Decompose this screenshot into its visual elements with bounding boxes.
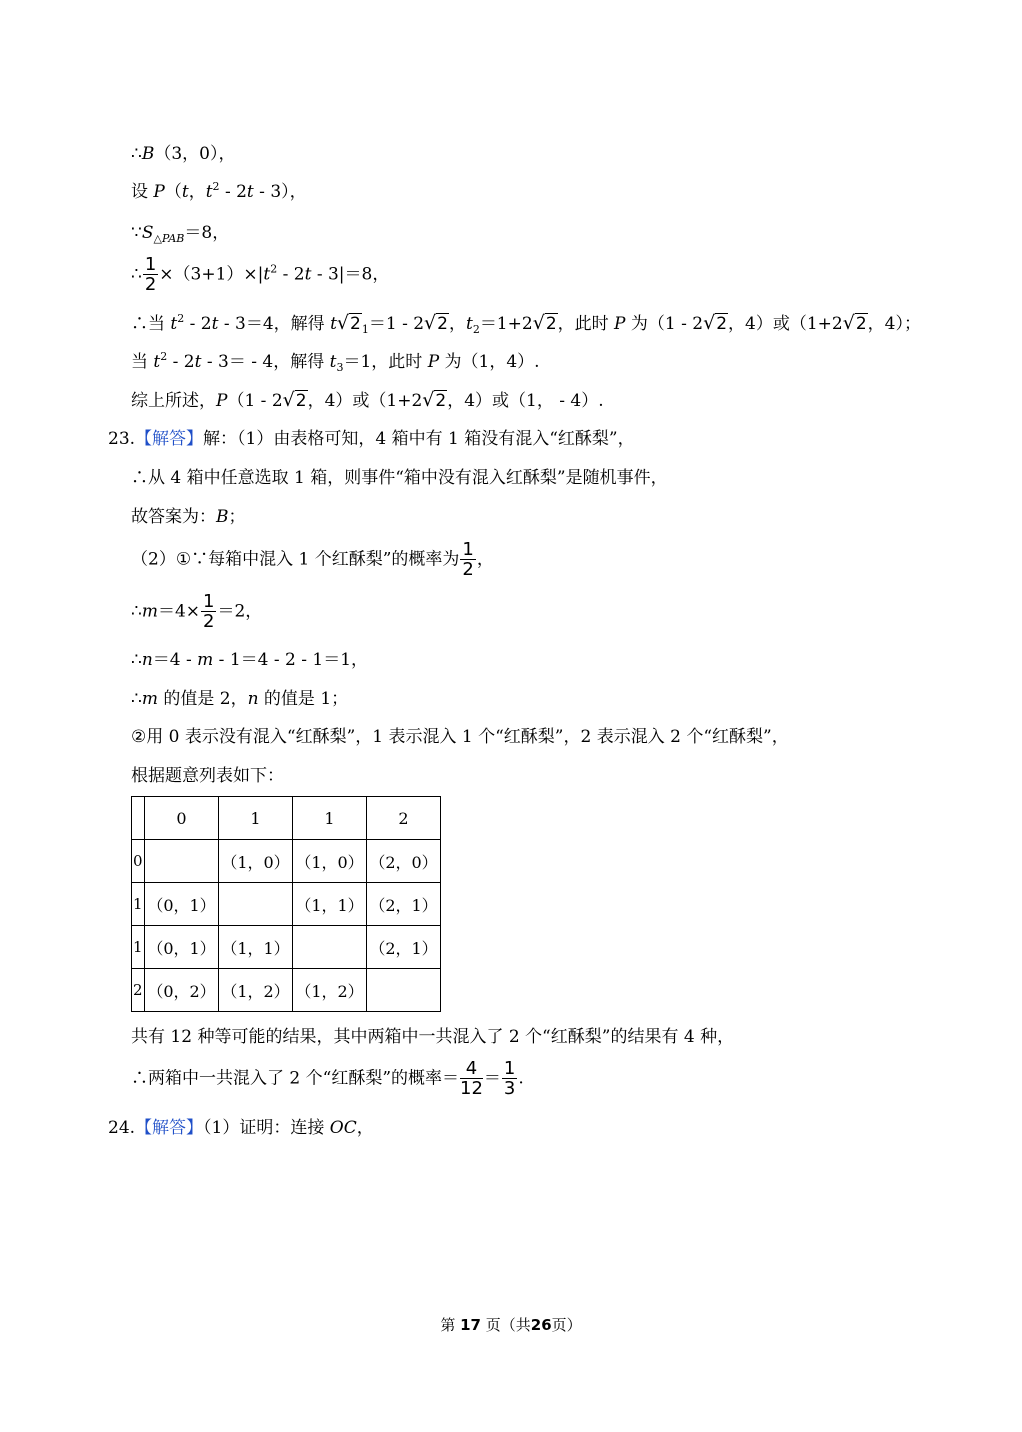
table-header-row: 0 1 1 2: [132, 797, 441, 840]
line-m-value: ∴m＝4× $\frac{1}{2}$ ＝2，: [131, 591, 263, 632]
line-mn-summary: ∴m 的值是 2，n 的值是 1；: [131, 689, 349, 709]
line-b-coord: ∴B（3，0），: [131, 144, 236, 164]
line-case-minus-four: 当 $t^2 - 2t - 3= - 4$，解得 $t_3=1$，此时 P 为（1，4）.: [131, 350, 540, 374]
fraction: $\frac{1}{2}$: [144, 254, 157, 295]
sqrt: √2: [424, 312, 448, 334]
table-row: 0 （1，0） （1，0） （2，0）: [132, 840, 441, 883]
line-area-equation: ∴ $\frac{1}{2}$ $\times(3+1)\times|t^2 - 2t - 3|=8$，: [131, 254, 390, 295]
fraction: $\frac{1}{2}$: [462, 539, 474, 580]
fraction: $\frac{4}{12}$: [460, 1058, 483, 1099]
table-row: 1 （0，1） （1，1） （2，1）: [132, 926, 441, 969]
line-part-2: （2）①∵每箱中混入 1 个红酥梨”的概率为 $\frac{1}{2}$ ，: [131, 539, 494, 580]
line-area-condition: $\because S_{\triangle PAB}=8$，: [131, 223, 230, 245]
question-24-heading: 24.【解答】（1）证明：连接 OC，: [108, 1118, 374, 1138]
question-23-heading: 23.【解答】解：（1）由表格可知，4 箱中有 1 箱没有混入“红酥梨”，: [108, 429, 635, 449]
line-case-four: ∴当 $t^2 - 2t - 3=4$，解得 $t√2_1=1 - 2√2$，$t_2=1+2√2$，此时 P 为（1 - 2√2，4）或（1+2√2，4）；: [131, 312, 921, 336]
line-table-intro: 根据题意列表如下：: [131, 766, 284, 786]
page-footer: 第 17 页（共26页）: [440, 1316, 582, 1334]
line-notation: ②用 0 表示没有混入“红酥梨”，1 表示混入 1 个“红酥梨”，2 表示混入 2 个“红酥梨”，: [131, 727, 789, 747]
line-random-event: ∴从 4 箱中任意选取 1 箱，则事件“箱中没有混入红酥梨”是随机事件，: [131, 468, 668, 488]
sqrt: √2: [336, 312, 361, 334]
fraction: $\frac{1}{2}$: [203, 591, 215, 632]
sqrt: √2: [842, 312, 867, 334]
sqrt: √2: [532, 312, 557, 334]
sqrt: √2: [282, 389, 307, 411]
table-row: 1 （0，1） （1，1） （2，1）: [132, 883, 441, 926]
answer-tag: 【解答】: [135, 1118, 204, 1138]
sqrt: √2: [422, 389, 447, 411]
fraction: $\frac{1}{3}$: [503, 1058, 516, 1099]
sqrt: √2: [703, 312, 728, 334]
total-page-number: 26: [530, 1316, 552, 1334]
line-n-value: ∴n＝4 - m - 1＝4 - 2 - 1＝1，: [131, 650, 369, 670]
answer-tag: 【解答】: [135, 429, 204, 449]
line-probability: ∴两箱中一共混入了 2 个“红酥梨”的概率＝ $\frac{4}{12}$ ＝ $\frac{1}{3}$ .: [131, 1058, 524, 1099]
line-conclusion: 综上所述，P（1 - 2√2，4）或（1+2√2，4）或（1， - 4）.: [131, 389, 604, 411]
line-outcome-count: 共有 12 种等可能的结果，其中两箱中一共混入了 2 个“红酥梨”的结果有 4 种，: [131, 1027, 735, 1047]
line-answer-b: 故答案为：B；: [131, 507, 246, 527]
outcome-table: [131, 796, 441, 1012]
current-page-number: 17: [460, 1316, 481, 1334]
table-row: 2 （0，2） （1，2） （1，2）: [132, 969, 441, 1012]
line-set-p: 设 P（t，$t^2 - 2t - 3$），: [131, 180, 307, 202]
